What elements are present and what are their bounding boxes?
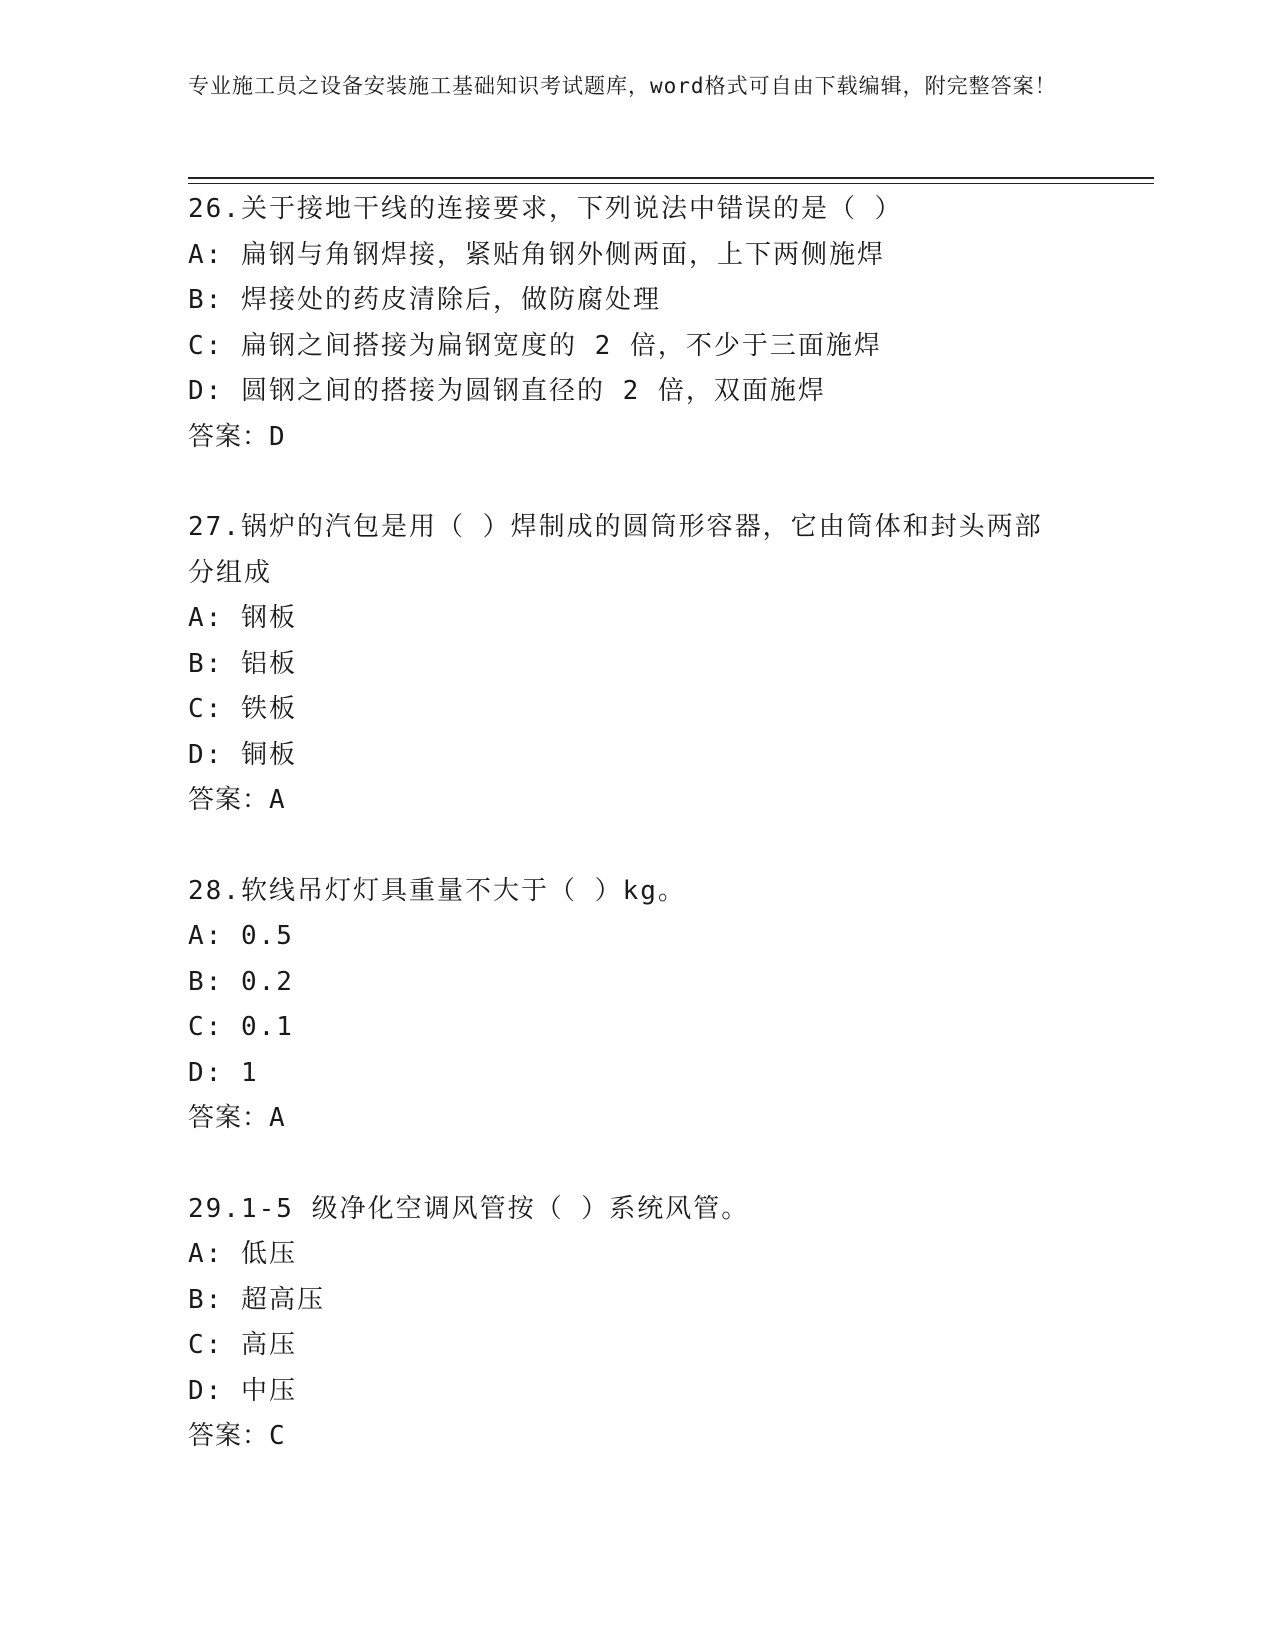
answer-line — [188, 415, 1088, 461]
question-stem: 28.软线吊灯灯具重量不大于（ ）kg。 — [188, 875, 686, 906]
answer-key: D — [269, 421, 286, 452]
answer-key: A — [269, 1103, 286, 1133]
answer-line — [188, 778, 1088, 824]
option-d: D: 圆钢之间的搭接为圆钢直径的 2 倍，双面施焊 — [188, 376, 826, 406]
question-spacer — [188, 460, 1088, 505]
answer-line — [188, 1096, 1088, 1142]
question-stem: 29.1-5 级净化空调风管按（ ）系统风管。 — [188, 1193, 750, 1224]
option-c: C: 高压 — [188, 1330, 297, 1360]
option-b: B: 焊接处的药皮清除后，做防腐处理 — [188, 285, 661, 315]
header-divider-thick — [188, 177, 1154, 179]
answer-label: 答案： — [188, 421, 270, 452]
question-list — [188, 187, 1088, 1460]
option-d: D: 铜板 — [188, 739, 297, 770]
option-c: C: 扁钢之间搭接为扁钢宽度的 2 倍，不少于三面施焊 — [188, 330, 882, 361]
option-a: A: 低压 — [188, 1239, 297, 1269]
document-header: 专业施工员之设备安装施工基础知识考试题库，word格式可自由下载编辑，附完整答案！ — [188, 74, 1057, 98]
option-a: A: 0.5 — [188, 921, 294, 951]
answer-label: 答案： — [188, 785, 270, 815]
answer-key: A — [269, 785, 286, 815]
question-stem: 26.关于接地干线的连接要求，下列说法中错误的是（ ） — [188, 194, 903, 224]
option-d: D: 中压 — [188, 1375, 297, 1406]
option-a: A: 扁钢与角钢焊接，紧贴角钢外侧两面，上下两侧施焊 — [188, 239, 885, 270]
option-c: C: 铁板 — [188, 694, 297, 724]
question-29 — [188, 1187, 1088, 1460]
answer-label: 答案： — [188, 1421, 270, 1451]
answer-label: 答案： — [188, 1103, 270, 1133]
option-b: B: 铝板 — [188, 648, 297, 679]
answer-key: C — [269, 1421, 286, 1451]
answer-line — [188, 1414, 1088, 1460]
option-b: B: 超高压 — [188, 1284, 325, 1315]
option-a: A: 钢板 — [188, 603, 297, 633]
question-stem: 27.锅炉的汽包是用（ ）焊制成的圆筒形容器，它由筒体和封头两部分组成 — [188, 512, 1043, 588]
question-26 — [188, 187, 1088, 460]
question-spacer — [188, 1142, 1088, 1187]
option-d: D: 1 — [188, 1057, 259, 1088]
question-28 — [188, 869, 1088, 1142]
option-b: B: 0.2 — [188, 966, 294, 997]
question-spacer — [188, 824, 1088, 869]
question-27 — [188, 505, 1088, 824]
option-c: C: 0.1 — [188, 1012, 294, 1042]
header-divider-thin — [188, 183, 1154, 184]
